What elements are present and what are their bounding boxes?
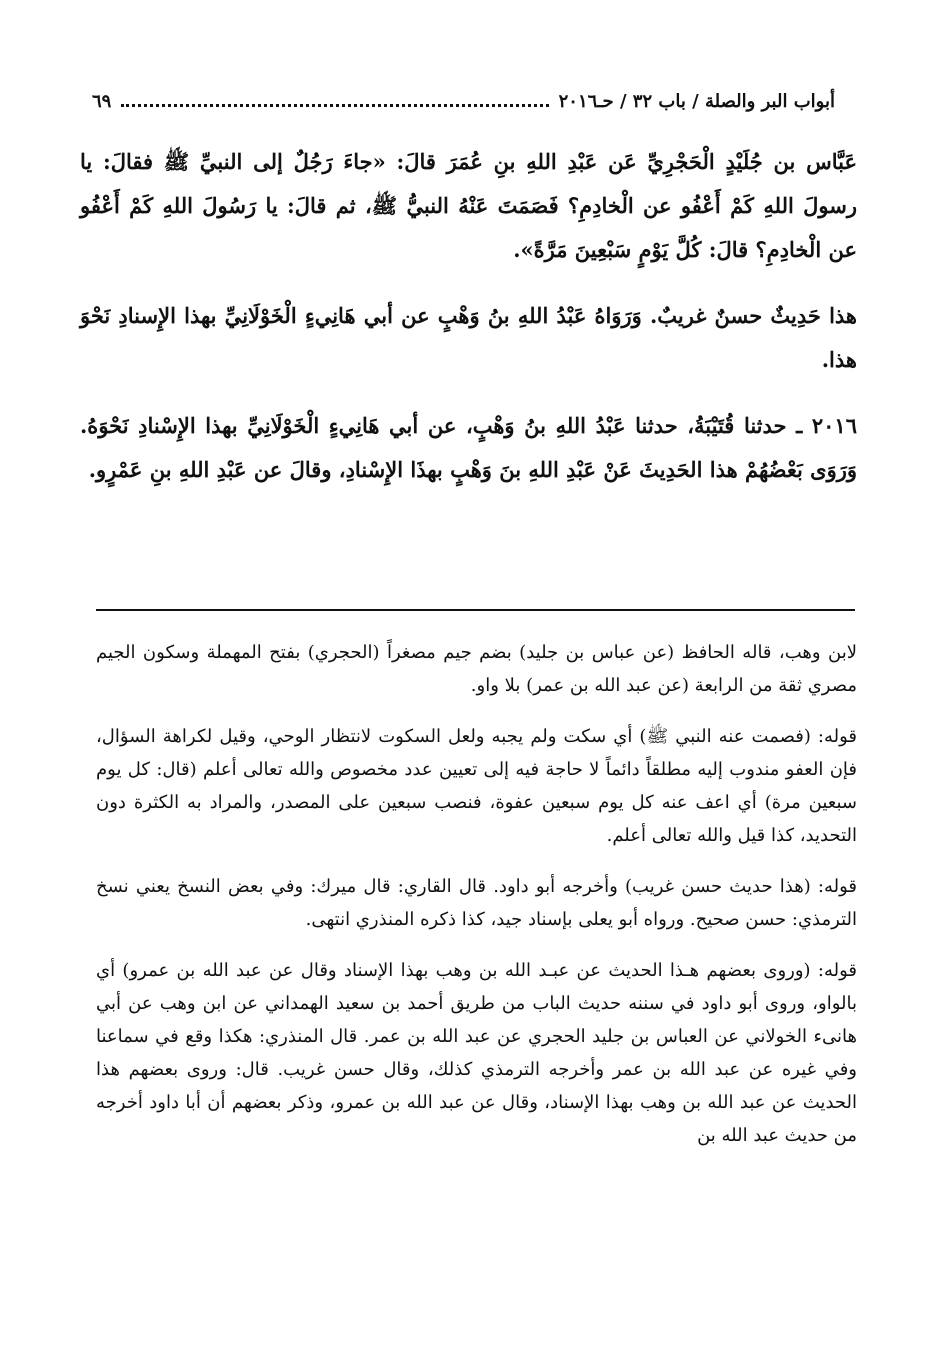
leader-dots	[121, 104, 548, 107]
commentary-paragraph: لابن وهب، قاله الحافظ (عن عباس بن جليد) بضم جيم مصغراً (الحجري) بفتح المهملة وسكون الجيم مصري ثقة من الرابعة (عن عبد الله بن عمر) بلا واو.	[96, 642, 857, 696]
page-header	[92, 86, 835, 116]
footnote-divider	[96, 609, 855, 611]
hadith-paragraph: ٢٠١٦ ـ حدثنا قُتَيْبَةُ، حدثنا عَبْدُ اللهِ بنُ وَهْبٍ، عن أبي هَانِيءٍ الْخَوْلَانِيِّ بهذا الإِسْنادِ نَحْوَهُ. وَرَوَى بَعْضُهُمْ هذا الحَدِيثَ عَنْ عَبْدِ اللهِ بنَ وَهْبٍ بهذَا الإِسْنادِ، وقالَ عن عَبْدِ اللهِ بنِ عَمْرٍو.	[80, 413, 857, 482]
commentary-paragraph: قوله: (هذا حديث حسن غريب) وأخرجه أبو داود. قال القاري: قال ميرك: وفي بعض النسخ يعني نسخ الترمذي: حسن صحيح. ورواه أبو يعلى بإسناد جيد، كذا ذكره المنذري انتهى.	[96, 876, 857, 930]
commentary-paragraph: قوله: (فصمت عنه النبي ﷺ) أي سكت ولم يجبه ولعل السكوت لانتظار الوحي، وقيل لكراهة السؤال، فإن العفو مندوب إليه مطلقاً دائماً لا حاجة فيه إلى تعيين عدد مخصوص والله تعالى أعلم (قال: كل يوم سبعين مرة) أي اعف عنه كل يوم سبعين عفوة، فنصب سبعين على المصدر، والمراد به الكثرة دون التحديد، كذا قيل والله تعالى أعلم.	[96, 726, 857, 846]
hadith-paragraph: هذا حَدِيثٌ حسنٌ غريبٌ. وَرَوَاهُ عَبْدُ اللهِ بنُ وَهْبٍ عن أبي هَانِيءٍ الْخَوْلَانِيِّ بهذا الإِسنادِ نَحْوَ هذا.	[80, 303, 857, 372]
commentary-paragraph: قوله: (وروى بعضهم هـذا الحديث عن عبـد الله بن وهب بهذا الإسناد وقال عن عبد الله بن عمرو) أي بالواو، وروى أبو داود في سننه حديث الباب من طريق أحمد بن سعيد الهمداني عن ابن وهب عن أبي هانىء الخولاني عن العباس بن جليد الحجري عن عبد الله بن عمر. قال المنذري: هكذا وقع في سماعنا وفي غيره عن عبد الله بن عمر وأخرجه الترمذي كذلك، وقال حسن غريب. قال: وروى بعضهم هذا الحديث عن عبد الله بن وهب بهذا الإسناد، وقال عن عبد الله بن عمرو، وذكر بعضهم أن أبا داود أخرجه من حديث عبد الله بن	[96, 960, 857, 1146]
page-number: ٦٩	[92, 90, 112, 112]
running-title: أبواب البر والصلة / باب ٣٢ / حـ٢٠١٦	[558, 90, 835, 112]
hadith-paragraph: عَبَّاس بن جُلَيْدٍ الْحَجْرِيِّ عَن عَبْدِ اللهِ بنِ عُمَرَ قالَ: «جاءَ رَجُلٌ إلى النبيِّ ﷺ فقالَ: يا رسولَ اللهِ كَمْ أَعْفُو عن الْخادِمِ؟ فَصَمَتَ عَنْهُ النبيُّ ﷺ، ثم قالَ: يا رَسُولَ اللهِ كَمْ أَعْفُو عن الْخادِمِ؟ قالَ: كُلَّ يَوْمٍ سَبْعِينَ مَرَّةً».	[80, 149, 857, 262]
commentary-notes	[96, 636, 857, 1170]
hadith-text	[80, 140, 857, 492]
